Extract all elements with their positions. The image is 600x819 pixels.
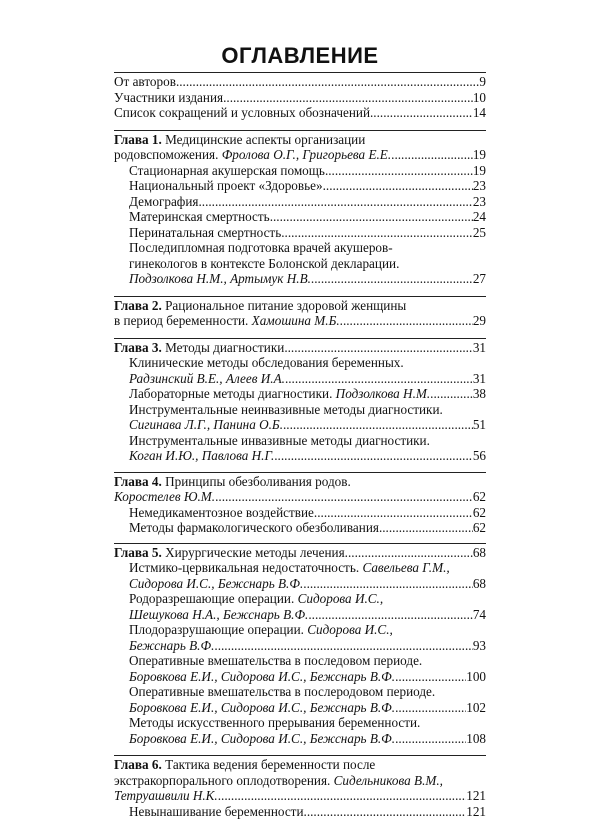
entry-title: От авторов [114,74,176,90]
page-number: 100 [466,669,486,685]
page-number: 62 [473,489,486,505]
page-number: 74 [473,607,486,623]
toc-entry[interactable] [114,638,486,654]
entry-authors: Боровкова Е.И., Сидорова И.С., Бежснарь В.Ф. [129,731,395,747]
entry-title: Демография [129,194,198,210]
page-number: 121 [466,804,486,819]
entry-title: родовспоможения. [114,147,222,163]
toc-entry[interactable] [114,194,486,210]
entry-authors: Сидорова И.С., [307,622,393,638]
entry-authors: Боровкова Е.И., Сидорова И.С., Бежснарь В.Ф. [129,700,395,716]
entry-title: Последипломная подготовка врачей акушеров- [129,240,393,256]
toc-entry[interactable] [114,417,486,433]
page-number: 56 [473,448,486,464]
entry-title: Невынашивание беременности [129,804,304,819]
dot-leader [395,700,466,716]
dot-leader [270,209,473,225]
entry-title: Немедикаментозное воздействие [129,505,314,521]
page-number: 51 [473,417,486,433]
entry-authors: Сидельникова В.М., [334,773,443,789]
page-number: 31 [473,340,486,356]
toc-entry[interactable] [114,163,486,179]
entry-title: в период беременности. [114,313,252,329]
toc-entry[interactable] [114,700,486,716]
toc-entry[interactable] [114,489,486,505]
dot-leader [285,371,473,387]
entry-authors: Коростелев Ю.М. [114,489,215,505]
dot-leader [284,340,472,356]
page-number: 23 [473,194,486,210]
entry-title: Методы диагностики [162,340,285,356]
dot-leader [274,448,473,464]
chapter-label: Глава 2. [114,298,162,314]
page-number: 14 [473,105,486,121]
entry-title: Методы фармакологического обезболивания [129,520,379,536]
toc-entry[interactable] [114,271,486,287]
entry-title: Рациональное питание здоровой женщины [162,298,406,314]
entry-title: Оперативные вмешательства в последовом периоде. [129,653,422,669]
page-number: 68 [473,576,486,592]
entry-authors: Савельева Г.М., [362,560,449,576]
entry-title: Инструментальные инвазивные методы диагностики. [129,433,430,449]
toc-entry[interactable] [114,715,486,731]
entry-title: Участники издания [114,90,223,106]
dot-leader [198,194,472,210]
toc-entry[interactable] [114,147,486,163]
chapter-label: Глава 5. [114,545,162,561]
dot-leader [281,225,473,241]
chapter-label: Глава 3. [114,340,162,356]
toc-entry[interactable] [114,622,486,638]
toc-entry[interactable] [114,474,486,490]
dot-leader [304,804,467,819]
toc-entry[interactable] [114,684,486,700]
toc-entry[interactable] [114,240,486,256]
toc-entry[interactable] [114,209,486,225]
toc-entry[interactable] [114,804,486,819]
entry-title: Тактика ведения беременности после [162,757,375,773]
dot-leader [395,669,466,685]
toc-entry[interactable] [114,90,486,106]
toc-entry[interactable] [114,757,486,773]
entry-title: Перинатальная смертность [129,225,281,241]
toc-section [114,755,486,819]
page-number: 31 [473,371,486,387]
toc-entry[interactable] [114,313,486,329]
dot-leader [314,505,473,521]
toc-section [114,338,486,464]
page-number: 121 [466,788,486,804]
entry-title: экстракорпорального оплодотворения. [114,773,334,789]
entry-authors: Бежснарь В.Ф. [129,638,214,654]
entry-authors: Хамошина М.Б. [252,313,340,329]
page-number: 29 [473,313,486,329]
toc-section [114,130,486,287]
dot-leader [218,788,467,804]
toc-entry[interactable] [114,256,486,272]
toc-entry[interactable] [114,520,486,536]
toc-section [114,72,486,121]
toc-entry[interactable] [114,448,486,464]
dot-leader [176,74,479,90]
toc-entry[interactable] [114,386,486,402]
page-number: 24 [473,209,486,225]
page-number: 68 [473,545,486,561]
entry-title: Методы искусственного прерывания беременности. [129,715,420,731]
dot-leader [340,313,473,329]
dot-leader [325,163,473,179]
toc-section [114,543,486,747]
page-number: 19 [473,147,486,163]
toc-section [114,296,486,329]
entry-authors: Сидорова И.С., Бежснарь В.Ф. [129,576,303,592]
entry-title: Материнская смертность [129,209,270,225]
entry-authors: Сигинава Л.Г., Панина О.Б. [129,417,283,433]
toc-section [114,472,486,536]
toc-entry[interactable] [114,371,486,387]
chapter-label: Глава 6. [114,757,162,773]
dot-leader [370,105,473,121]
page-number: 9 [479,74,486,90]
dot-leader [311,271,473,287]
dot-leader [303,576,473,592]
page-number: 23 [473,178,486,194]
dot-leader [283,417,473,433]
toc-entry[interactable] [114,340,486,356]
dot-leader [215,489,473,505]
page-number: 62 [473,520,486,536]
toc-entry[interactable] [114,607,486,623]
entry-title: Хирургические методы лечения [162,545,345,561]
page-number: 25 [473,225,486,241]
dot-leader [223,90,473,106]
entry-authors: Радзинский В.Е., Алеев И.А. [129,371,285,387]
toc-entry[interactable] [114,731,486,747]
entry-authors: Подзолкова Н.М. [336,386,431,402]
toc-entry[interactable] [114,773,486,789]
entry-title: Инструментальные неинвазивные методы диагностики. [129,402,443,418]
entry-authors: Боровкова Е.И., Сидорова И.С., Бежснарь В.Ф. [129,669,395,685]
dot-leader [214,638,472,654]
toc-entry[interactable] [114,132,486,148]
dot-leader [395,731,466,747]
entry-title: Стационарная акушерская помощь [129,163,325,179]
entry-title: Оперативные вмешательства в послеродовом периоде. [129,684,435,700]
dot-leader [391,147,473,163]
toc-entry[interactable] [114,433,486,449]
page-number: 19 [473,163,486,179]
toc-entry[interactable] [114,178,486,194]
entry-authors: Коган И.Ю., Павлова Н.Г. [129,448,274,464]
entry-title: Медицинские аспекты организации [162,132,366,148]
entry-title: гинекологов в контексте Болонской декларации. [129,256,399,272]
entry-title: Плодоразрушающие операции. [129,622,307,638]
page-number: 93 [473,638,486,654]
dot-leader [379,520,473,536]
toc-entry[interactable] [114,545,486,561]
toc-entry[interactable] [114,653,486,669]
chapter-label: Глава 1. [114,132,162,148]
toc-entry[interactable] [114,669,486,685]
chapter-label: Глава 4. [114,474,162,490]
dot-leader [430,386,473,402]
toc-entry[interactable] [114,505,486,521]
page-number: 62 [473,505,486,521]
entry-authors: Подзолкова Н.М., Артымук Н.В. [129,271,311,287]
toc-entry[interactable] [114,402,486,418]
page-number: 102 [466,700,486,716]
page-title: ОГЛАВЛЕНИЕ [0,43,600,69]
toc-entry[interactable] [114,788,486,804]
dot-leader [308,607,472,623]
dot-leader [323,178,473,194]
page-number: 38 [473,386,486,402]
entry-title: Родоразрешающие операции. [129,591,298,607]
entry-title: Лабораторные методы диагностики. [129,386,336,402]
entry-authors: Тетруашвили Н.К. [114,788,218,804]
toc-entry[interactable] [114,355,486,371]
toc-entry[interactable] [114,591,486,607]
toc-entry[interactable] [114,560,486,576]
toc-entry[interactable] [114,225,486,241]
entry-title: Национальный проект «Здоровье» [129,178,323,194]
toc-entry[interactable] [114,576,486,592]
entry-title: Список сокращений и условных обозначений [114,105,370,121]
toc-entry[interactable] [114,74,486,90]
entry-authors: Сидорова И.С., [298,591,384,607]
page-number: 108 [466,731,486,747]
entry-title: Клинические методы обследования беременных. [129,355,404,371]
page-number: 27 [473,271,486,287]
toc-entry[interactable] [114,298,486,314]
entry-authors: Шешукова Н.А., Бежснарь В.Ф. [129,607,308,623]
entry-title: Истмико-цервикальная недостаточность. [129,560,362,576]
dot-leader [345,545,473,561]
entry-authors: Фролова О.Г., Григорьева Е.Е. [222,147,391,163]
toc-entry[interactable] [114,105,486,121]
entry-title: Принципы обезболивания родов. [162,474,351,490]
page-number: 10 [473,90,486,106]
table-of-contents [114,72,486,819]
